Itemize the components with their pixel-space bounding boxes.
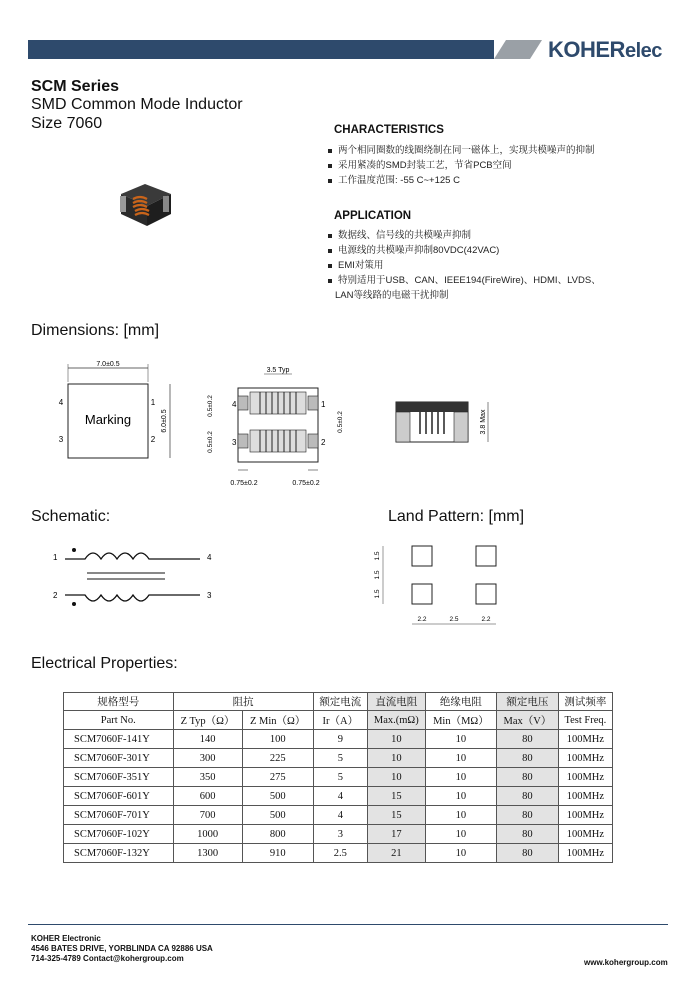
land-pattern-title: Land Pattern: [mm] bbox=[388, 508, 525, 525]
table-cell: 910 bbox=[242, 844, 313, 863]
characteristic-item: 两个相同圈数的线圈绕制在同一磁体上，实现共模噪声的抑制 bbox=[328, 143, 595, 158]
land-dim-label: 2.5 bbox=[449, 616, 459, 623]
electrical-title: Electrical Properties: bbox=[31, 655, 178, 672]
table-cell: 100MHz bbox=[558, 825, 612, 844]
pin-label: 1 bbox=[150, 398, 156, 407]
dim-height-label: 6.0±0.5 bbox=[161, 409, 168, 433]
table-cell: 500 bbox=[242, 806, 313, 825]
pin-label: 3 bbox=[232, 438, 237, 447]
dimension-top-view bbox=[50, 358, 180, 468]
table-cell: 1000 bbox=[173, 825, 242, 844]
footer-address: 4546 BATES DRIVE, YORBLINDA CA 92886 USA bbox=[31, 944, 213, 953]
table-cell: 80 bbox=[497, 768, 559, 787]
product-size: Size 7060 bbox=[31, 115, 103, 132]
table-cell: 80 bbox=[497, 844, 559, 863]
table-cell: 15 bbox=[367, 787, 425, 806]
table-row bbox=[64, 730, 613, 749]
product-name: SMD Common Mode Inductor bbox=[31, 96, 243, 113]
table-cell: 600 bbox=[173, 787, 242, 806]
header-cell: 直流电阻 bbox=[367, 693, 425, 711]
header-cell: 绝缘电阻 bbox=[425, 693, 496, 711]
table-cell: 100MHz bbox=[558, 749, 612, 768]
pin-label: 2 bbox=[150, 435, 156, 444]
table-cell: 80 bbox=[497, 787, 559, 806]
table-cell: SCM7060F-132Y bbox=[64, 844, 174, 863]
dim-width-label: 7.0±0.5 bbox=[96, 361, 120, 368]
header-cell: 测试频率 bbox=[558, 693, 612, 711]
logo-main: KOHER bbox=[548, 37, 625, 62]
table-cell: 4 bbox=[313, 787, 367, 806]
table-cell: 140 bbox=[173, 730, 242, 749]
table-cell: 80 bbox=[497, 749, 559, 768]
table-cell: 9 bbox=[313, 730, 367, 749]
land-dim-label: 2.2 bbox=[417, 616, 427, 623]
table-cell: SCM7060F-351Y bbox=[64, 768, 174, 787]
footer-contact: 714-325-4789 Contact@kohergroup.com bbox=[31, 954, 184, 963]
land-pattern-diagram bbox=[365, 540, 510, 632]
pad-height-label: 0.5±0.2 bbox=[337, 411, 344, 433]
pin-label: 1 bbox=[321, 400, 326, 409]
table-cell: 350 bbox=[173, 768, 242, 787]
table-cell: 100MHz bbox=[558, 768, 612, 787]
table-cell: 1300 bbox=[173, 844, 242, 863]
characteristic-item: 工作温度范围: -55 C~+125 C bbox=[328, 173, 595, 188]
table-cell: SCM7060F-102Y bbox=[64, 825, 174, 844]
table-cell: 100 bbox=[242, 730, 313, 749]
characteristics-list bbox=[328, 143, 595, 188]
table-cell: 10 bbox=[425, 825, 496, 844]
table-cell: 100MHz bbox=[558, 730, 612, 749]
table-header-row-en bbox=[64, 711, 613, 730]
pin-label: 2 bbox=[53, 591, 58, 600]
table-cell: 15 bbox=[367, 806, 425, 825]
header-cell: Z Typ（Ω） bbox=[173, 711, 242, 730]
table-row bbox=[64, 749, 613, 768]
table-cell: 10 bbox=[367, 730, 425, 749]
land-dim-label: 2.2 bbox=[481, 616, 491, 623]
header-cell: 额定电流 bbox=[313, 693, 367, 711]
pin-label: 4 bbox=[207, 553, 212, 562]
table-row bbox=[64, 787, 613, 806]
product-photo bbox=[115, 180, 175, 228]
table-cell: 10 bbox=[425, 844, 496, 863]
table-body bbox=[64, 730, 613, 863]
series-title: SCM Series bbox=[31, 78, 120, 95]
schematic-diagram bbox=[45, 545, 225, 610]
table-cell: SCM7060F-601Y bbox=[64, 787, 174, 806]
table-cell: SCM7060F-141Y bbox=[64, 730, 174, 749]
land-dim-label: 1.5 bbox=[374, 589, 381, 599]
coil-width-label: 3.5 Typ bbox=[266, 367, 290, 374]
application-item: EMI对策用 bbox=[328, 258, 601, 273]
table-cell: 100MHz bbox=[558, 806, 612, 825]
header-cell: 规格型号 bbox=[64, 693, 174, 711]
table-cell: 80 bbox=[497, 825, 559, 844]
header-cell: Part No. bbox=[64, 711, 174, 730]
brand-logo bbox=[548, 37, 662, 63]
pin-label: 3 bbox=[207, 591, 212, 600]
header-cell: Min（MΩ） bbox=[425, 711, 496, 730]
table-cell: 17 bbox=[367, 825, 425, 844]
pad-width-label: 0.75±0.2 bbox=[230, 480, 258, 487]
table-cell: 700 bbox=[173, 806, 242, 825]
marking-label: Marking bbox=[84, 412, 132, 427]
pin-label: 3 bbox=[58, 435, 64, 444]
schematic-title: Schematic: bbox=[31, 508, 111, 525]
header-cell: 阻抗 bbox=[173, 693, 313, 711]
table-row bbox=[64, 768, 613, 787]
table-cell: 800 bbox=[242, 825, 313, 844]
table-cell: 3 bbox=[313, 825, 367, 844]
table-cell: 10 bbox=[425, 787, 496, 806]
table-cell: 10 bbox=[425, 806, 496, 825]
table-cell: 21 bbox=[367, 844, 425, 863]
table-cell: 80 bbox=[497, 730, 559, 749]
table-cell: 4 bbox=[313, 806, 367, 825]
table-cell: 300 bbox=[173, 749, 242, 768]
table-cell: 100MHz bbox=[558, 844, 612, 863]
table-row bbox=[64, 844, 613, 863]
header-bar bbox=[28, 40, 494, 59]
table-cell: 10 bbox=[425, 749, 496, 768]
max-height-label: 3.8 Max bbox=[480, 409, 487, 435]
table-cell: 2.5 bbox=[313, 844, 367, 863]
application-item-continuation: LAN等线路的电磁干扰抑制 bbox=[335, 290, 449, 301]
footer-website: www.kohergroup.com bbox=[584, 958, 668, 967]
table-cell: 10 bbox=[425, 768, 496, 787]
table-cell: 100MHz bbox=[558, 787, 612, 806]
pin-label: 4 bbox=[58, 398, 64, 407]
header-cell: 额定电压 bbox=[497, 693, 559, 711]
pad-height-label: 0.5±0.2 bbox=[207, 431, 214, 453]
table-cell: 500 bbox=[242, 787, 313, 806]
table-cell: SCM7060F-301Y bbox=[64, 749, 174, 768]
table-cell: SCM7060F-701Y bbox=[64, 806, 174, 825]
application-title: APPLICATION bbox=[334, 210, 412, 222]
table-cell: 10 bbox=[425, 730, 496, 749]
table-cell: 5 bbox=[313, 749, 367, 768]
application-list bbox=[328, 228, 601, 303]
pin-label: 4 bbox=[232, 400, 237, 409]
application-item: 特别适用于USB、CAN、IEEE194(FireWire)、HDMI、LVDS、 bbox=[328, 273, 601, 288]
table-row bbox=[64, 806, 613, 825]
table-header-row-cn bbox=[64, 693, 613, 711]
characteristics-title: CHARACTERISTICS bbox=[334, 124, 444, 136]
characteristic-item: 采用紧凑的SMD封装工艺，节省PCB空间 bbox=[328, 158, 595, 173]
header-cell: Max（V） bbox=[497, 711, 559, 730]
table-cell: 10 bbox=[367, 768, 425, 787]
pad-height-label: 0.5±0.2 bbox=[207, 395, 214, 417]
header-cell: Z Min（Ω） bbox=[242, 711, 313, 730]
footer-company: KOHER Electronic bbox=[31, 934, 101, 943]
land-dim-label: 1.5 bbox=[374, 551, 381, 561]
application-item: 电源线的共模噪声抑制80VDC(42VAC) bbox=[328, 243, 601, 258]
footer-divider bbox=[28, 924, 668, 925]
dimensions-title: Dimensions: [mm] bbox=[31, 322, 160, 339]
table-cell: 80 bbox=[497, 806, 559, 825]
header-cell: Ir（A） bbox=[313, 711, 367, 730]
logo-sub: elec bbox=[624, 40, 662, 62]
application-item: 数据线、信号线的共模噪声抑制 bbox=[328, 228, 601, 243]
header-accent bbox=[494, 40, 542, 59]
dimension-side-view bbox=[390, 392, 500, 448]
dimension-front-view bbox=[200, 362, 350, 490]
land-dim-label: 1.5 bbox=[374, 570, 381, 580]
header-cell: Max.(mΩ) bbox=[367, 711, 425, 730]
table-cell: 10 bbox=[367, 749, 425, 768]
pad-width-label: 0.75±0.2 bbox=[292, 480, 320, 487]
table-cell: 5 bbox=[313, 768, 367, 787]
electrical-table bbox=[63, 692, 613, 863]
table-cell: 275 bbox=[242, 768, 313, 787]
header-cell: Test Freq. bbox=[558, 711, 612, 730]
pin-label: 1 bbox=[53, 553, 58, 562]
table-cell: 225 bbox=[242, 749, 313, 768]
table-row bbox=[64, 825, 613, 844]
pin-label: 2 bbox=[321, 438, 326, 447]
